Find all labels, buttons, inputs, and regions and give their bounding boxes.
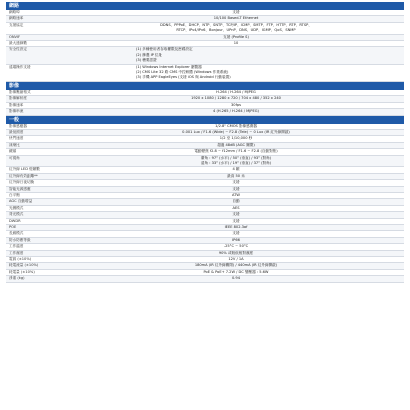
spec-label: 工作濕度 — [9, 250, 24, 255]
spec-value-line: 90% 或較低相對濕度 — [218, 250, 254, 255]
spec-value — [68, 124, 404, 129]
spec-value — [68, 206, 404, 211]
spec-value-line: PoE & PoE+ 7.2W / DC 變壓器 : 5.6W — [203, 269, 269, 274]
spec-value — [68, 276, 404, 281]
spec-value — [68, 174, 404, 179]
spec-value — [68, 130, 404, 135]
spec-label: 影像壓縮格式 — [9, 89, 31, 94]
spec-value-line: ATW — [232, 192, 240, 197]
spec-value — [68, 257, 404, 262]
spec-value — [68, 109, 404, 114]
spec-value — [68, 143, 404, 148]
section-rows — [6, 10, 404, 82]
spec-label: 智能光源感應 — [9, 186, 31, 191]
spec-value — [68, 41, 404, 46]
spec-value — [68, 225, 404, 230]
spec-label: 影像解析度 — [9, 96, 27, 101]
spec-label: 安全性設定 — [9, 47, 27, 52]
spec-value — [68, 263, 404, 268]
spec-value-line: AES — [232, 205, 240, 210]
spec-value-line: 支援 — [232, 180, 240, 185]
spec-label: 光圈模式 — [9, 205, 24, 210]
spec-value-line: 支援 — [232, 212, 240, 217]
spec-value-line: 支援 — [232, 10, 240, 14]
section-rows — [6, 90, 404, 116]
spec-value — [68, 96, 404, 101]
spec-label: 淨重 (kg) — [9, 276, 25, 281]
spec-value-line: 4 顆 — [232, 167, 240, 172]
spec-label: 耗電量 (±10%) — [9, 269, 35, 274]
spec-value-line: 電動變焦 f2.8 ~ f12mm / F1.6 ~ F2.8 (自動對焦) — [194, 149, 278, 154]
spec-value-line: DDNS、PPPoE、DHCP、NTP、SNTP、TCP/IP、ICMP、SMTP、FTP、HTTP、RTP、RTSP、 — [160, 22, 312, 27]
spec-label: 影像串流 — [9, 109, 24, 114]
spec-label: 鏡頭 — [9, 149, 17, 154]
spec-value-line: 0.94 — [231, 276, 240, 281]
spec-label: 長廊模式 — [9, 231, 24, 236]
spec-label: 可視角 — [9, 155, 20, 160]
spec-value-line: IP66 — [232, 237, 240, 242]
spec-row — [6, 276, 404, 282]
spec-value — [68, 212, 404, 217]
spec-value — [68, 149, 404, 154]
section-header: 影像 — [6, 82, 404, 90]
spec-label: 網路埠 — [9, 10, 20, 14]
spec-label: 耗電流量 (±10%) — [9, 263, 39, 268]
spec-value-line: 1/2 至 1/10,000 秒 — [219, 136, 253, 141]
section-rows — [6, 124, 404, 283]
spec-value — [68, 270, 404, 275]
spec-value-line: (1) 多種使用者存取權限及密碼設定 — [136, 47, 193, 52]
spec-label: 最大連線數 — [9, 41, 27, 46]
spec-row — [6, 65, 404, 82]
spec-value — [68, 219, 404, 224]
spec-value-line: 4 (H.265 / H.264 / MJPEG) — [213, 109, 259, 114]
spec-label: 訊噪比 — [9, 142, 20, 147]
spec-label: 遠端操作支援 — [9, 64, 31, 69]
spec-value — [68, 193, 404, 198]
spec-value-line: 支援 — [232, 186, 240, 191]
spec-value-line: -25°C ~ 50°C — [223, 244, 249, 249]
spec-value-line: (3) 稽要認證 — [136, 58, 157, 63]
spec-value-line: 0.001 Lux / F1.6 (Wide) ~ F2.8 (Tele) ~ 0 Lux (IR 紅外線開啟) — [182, 129, 290, 134]
spec-value-line: 支援 (Profile S) — [223, 34, 249, 39]
spec-table — [6, 0, 404, 283]
spec-label: 工作溫度 — [9, 244, 24, 249]
spec-label: 白平衡 — [9, 192, 20, 197]
spec-value-line: 10 — [233, 41, 239, 46]
spec-value-line: IEEE 802.3af — [224, 225, 248, 229]
spec-value-line: 支援 — [232, 218, 240, 223]
spec-label: AGC 自動增益 — [9, 199, 33, 204]
spec-value-line: 遠角 : 33° (水平) / 19° (垂直) / 37° (對角) — [200, 160, 272, 165]
spec-value-line: 1920 x 1080 / 1280 x 720 / 704 x 480 / 352 x 240 — [191, 96, 281, 101]
spec-value-line: 12V / 1A — [228, 257, 244, 262]
spec-value — [68, 65, 404, 81]
spec-value — [68, 23, 404, 34]
spec-label: 支援協定 — [9, 22, 24, 27]
spec-label: POE — [9, 225, 17, 229]
spec-value-line: 180mA (IR 紅外線關閉) / 440mA (IR 紅外線開啟) — [194, 263, 278, 268]
spec-value-line: (2) 篩選 IP 位址 — [136, 52, 163, 57]
spec-label: ONVIF — [9, 34, 21, 39]
spec-label: 影像感應器 — [9, 123, 27, 128]
section-header: 一般 — [6, 116, 404, 124]
spec-value — [68, 90, 404, 95]
spec-label: 電源 (±10%) — [9, 257, 32, 262]
spec-label: 最低照度 — [9, 129, 24, 134]
spec-value — [68, 187, 404, 192]
spec-value — [68, 199, 404, 204]
spec-value-line: (3) 手機 APP EagleEyes (支援 iOS 與 Android 行動裝置) — [136, 75, 231, 80]
spec-value — [68, 231, 404, 236]
spec-value-line: 超過 48dB (AGC 關閉) — [217, 142, 255, 147]
spec-value — [68, 10, 404, 15]
spec-value-line: H.264 / H.264 / MJPEG — [216, 89, 256, 94]
spec-value — [68, 103, 404, 108]
spec-label: 紅外線日夜切換 — [9, 180, 35, 185]
spec-label: 背光模式 — [9, 212, 24, 217]
spec-row — [6, 47, 404, 64]
spec-value-line: 10/100 Based-T Ethernet — [213, 16, 259, 21]
section-header: 網路 — [6, 2, 404, 10]
spec-value — [68, 136, 404, 141]
spec-label: DWDR — [9, 218, 21, 223]
spec-value-line: 自動 — [232, 199, 240, 204]
spec-label: 快門速度 — [9, 136, 24, 141]
spec-value — [68, 16, 404, 21]
spec-value-line: RTCP、IPv4/IPv6、Bonjour、UPnP、DNS、UDP、IGMP、QoS、SNMP — [176, 28, 296, 33]
spec-row — [6, 23, 404, 35]
spec-label: 影像速率 — [9, 102, 24, 107]
spec-value-line: 30fps — [231, 102, 241, 107]
spec-value — [68, 167, 404, 172]
spec-value-line: 廣角 : 97° (水平) / 50° (垂直) / 93° (對角) — [200, 155, 272, 160]
spec-label: 紅外線有效距離** — [9, 173, 38, 178]
spec-value — [68, 238, 404, 243]
spec-value — [68, 47, 404, 63]
spec-value-line: (1) Windows Internet Explorer 瀏覽器 — [136, 64, 202, 69]
spec-value-line: 最高 50 米 — [227, 173, 245, 178]
spec-row — [6, 156, 404, 168]
spec-label: 防水防塵等級 — [9, 237, 31, 242]
spec-value — [68, 251, 404, 256]
spec-label: 紅外線 LED 燈顆數 — [9, 167, 40, 172]
spec-value — [68, 180, 404, 185]
spec-value — [68, 35, 404, 40]
spec-value — [68, 156, 404, 167]
spec-value-line: 1/2.8" CMOS 影像感測器 — [215, 123, 257, 128]
spec-value-line: (2) CMS Lite 32 路 CMS 中控軟體 (Windows 作業系統) — [136, 70, 229, 75]
spec-value-line: 支援 — [232, 231, 240, 236]
spec-label: 網路速率 — [9, 16, 24, 21]
spec-value — [68, 244, 404, 249]
